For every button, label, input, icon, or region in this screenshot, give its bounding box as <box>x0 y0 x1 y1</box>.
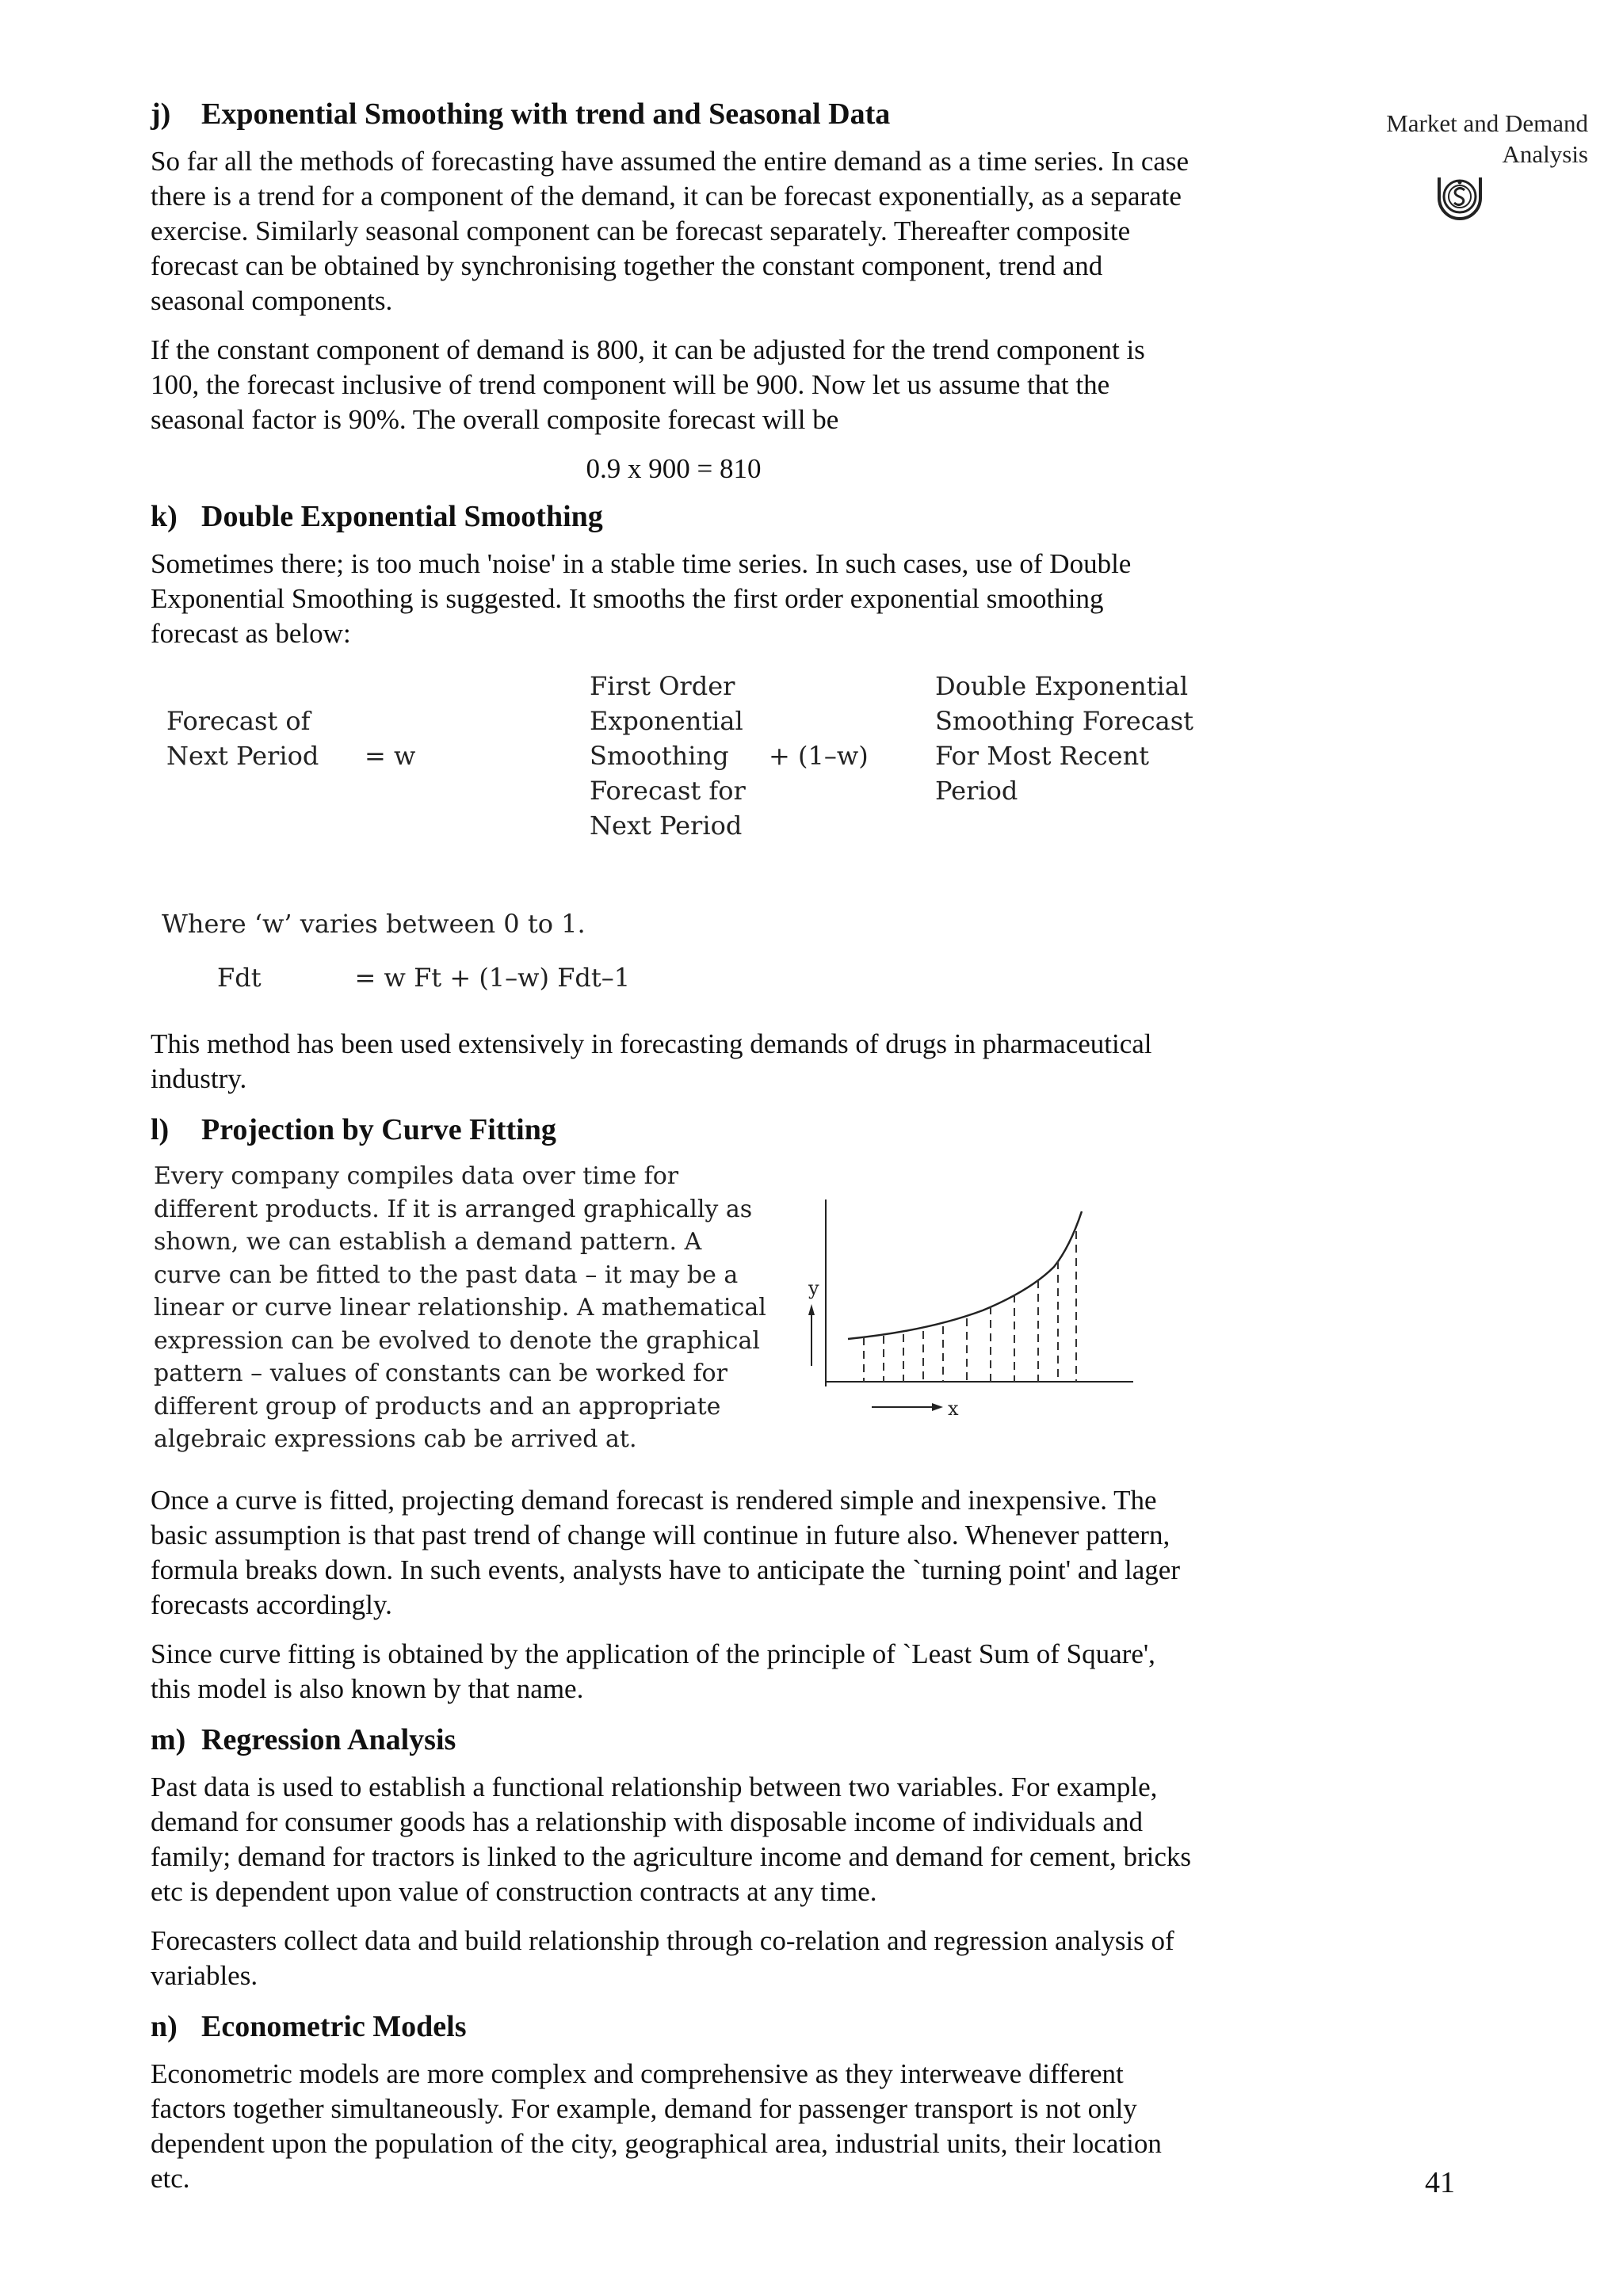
paragraph: Past data is used to establish a functional relationship between two variables. For example, demand for consumer goods has a relationship with disposable income of individuals and family; demand for tractors is linked to the agriculture income and demand for cement, bricks etc is dependent upon value of construction contracts at any time. <box>151 1772 1192 1907</box>
running-header-line1: Market and Demand <box>1386 109 1588 137</box>
main-content <box>151 95 1197 2210</box>
running-header <box>1327 108 1588 170</box>
equation: 0.9 x 900 = 810 <box>586 453 762 484</box>
running-header-line2: Analysis <box>1502 140 1588 168</box>
section-heading-l: l) Projection by Curve Fitting <box>151 1113 556 1146</box>
paragraph: Since curve fitting is obtained by the application of the principle of `Least Sum of Square', this model is also known by that name. <box>151 1638 1155 1704</box>
page-number: 41 <box>1425 2166 1455 2199</box>
x-arrow-icon <box>932 1403 943 1411</box>
y-axis-label: y <box>808 1277 819 1299</box>
section-heading-n: n) Econometric Models <box>151 2010 467 2043</box>
paragraph: Econometric models are more complex and comprehensive as they interweave different factors together simultaneously. For example, demand for passenger transport is not only dependent upon the population of the city, geographical area, industrial units, their location etc. <box>151 2058 1162 2194</box>
paragraph: This method has been used extensively in forecasting demands of drugs in pharmaceutical industry. <box>151 1028 1152 1094</box>
curve-fitting-text: Every company compiles data over time for different products. If it is arranged graphically as shown, we can establish a demand pattern. A curve can be fitted to the past data – it may be a linear or curve linear relationship. A mathematical expression can be evolved to denote the graphical pattern – values of constants can be worked for different group of products and an appropriate algebraic expressions cab be arrived at. <box>154 1162 766 1453</box>
double-smoothing-formula: Forecast of Next Period = w First Order Exponential Smoothing Forecast for Next Period + (1–w) Double Exponential Smoothing Forecast For Most Recent Period <box>166 671 1193 841</box>
paragraph: So far all the methods of forecasting have assumed the entire demand as a time series. In case there is a trend for a component of the demand, it can be forecast exponentially, as a separate exercise. Similarly seasonal component can be forecast separately. Thereafter composite forecast can be obtained by synchronising together the constant component, trend and seasonal components. <box>151 146 1190 316</box>
section-heading-j: j) Exponential Smoothing with trend and Seasonal Data <box>151 97 891 131</box>
formula-note: Where ‘w’ varies between 0 to 1. <box>162 909 586 939</box>
paragraph: If the constant component of demand is 800, it can be adjusted for the trend component is 100, the forecast inclusive of trend component will be 900. Now let us assume that the seasonal factor is 90%. The overall composite forecast will be <box>151 334 1145 435</box>
curve-fitting-block <box>151 1160 1197 1469</box>
data-bars <box>864 1231 1076 1382</box>
paragraph: Once a curve is fitted, projecting demand forecast is rendered simple and inexpensive. The basic assumption is that past trend of change will continue in future also. Whenever pattern, formula breaks down. In such events, analysts have to anticipate the `turning point' and lager forecasts accordingly. <box>151 1485 1180 1620</box>
fitted-curve <box>848 1211 1082 1339</box>
y-arrow-icon <box>808 1304 815 1315</box>
university-logo-icon <box>1433 166 1487 220</box>
paragraph: Sometimes there; is too much 'noise' in a stable time series. In such cases, use of Double Exponential Smoothing is suggested. It smooths the first order exponential smoothing forecast as below: <box>151 548 1132 649</box>
section-heading-k: k) Double Exponential Smoothing <box>151 500 603 533</box>
paragraph: Forecasters collect data and build relationship through co-relation and regression analysis of variables. <box>151 1925 1174 1991</box>
curve-fitting-figure <box>808 1199 1141 1437</box>
x-axis-label: x <box>948 1398 959 1420</box>
section-heading-m: m) Regression Analysis <box>151 1723 456 1756</box>
formula-fdt: Fdt = w Ft + (1–w) Fdt–1 <box>217 963 631 993</box>
